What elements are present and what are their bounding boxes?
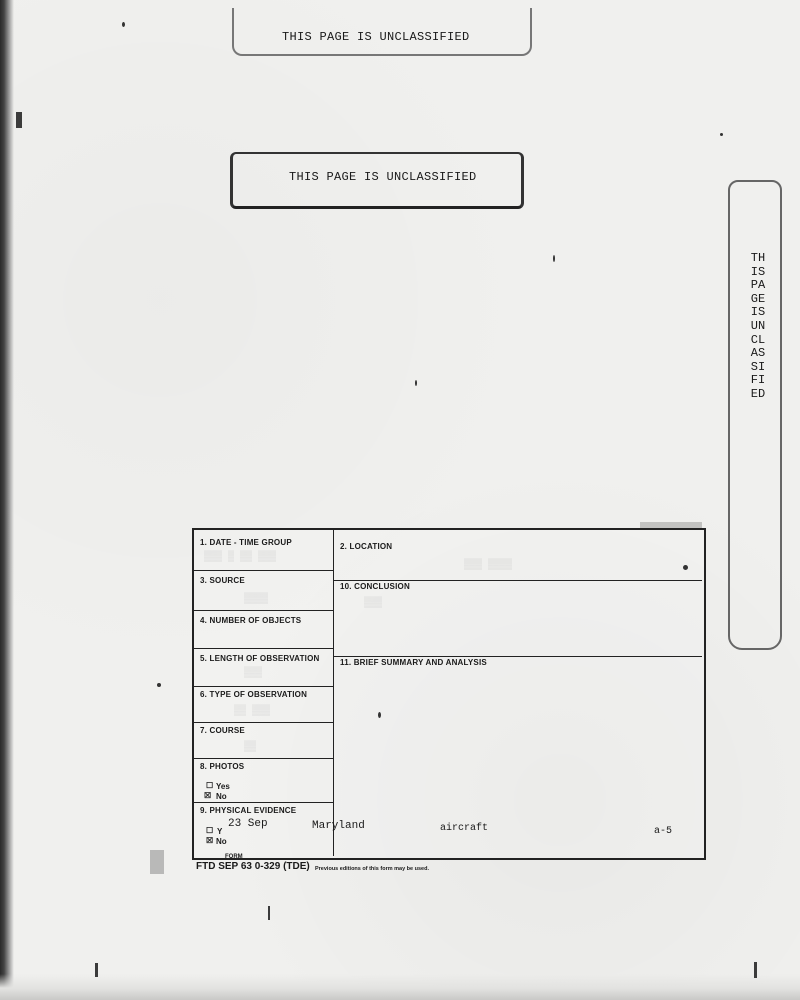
form-note: Previous editions of this form may be used. [315,866,429,872]
scan-streak [268,906,270,920]
scan-speck [720,133,723,136]
label-type-of-observation: 6. TYPE OF OBSERVATION [200,690,308,699]
stamp-top-text: THIS PAGE IS UNCLASSIFIED [282,30,470,44]
faint-mark: ▒▒ [244,742,257,753]
label-conclusion: 10. CONCLUSION [340,582,410,591]
form-divider [194,610,333,611]
label-photos: 8. PHOTOS [200,762,245,771]
stamp-top [232,8,532,56]
form-word: FORM [225,854,243,860]
label-source: 3. SOURCE [200,576,245,585]
scan-speck [157,683,161,687]
form-divider [333,580,702,581]
index-date: 23 Sep [228,818,268,830]
form-divider [194,648,333,649]
form-divider [194,802,333,803]
index-reference: a-5 [654,826,673,837]
stamp-side [728,180,782,650]
form-divider [333,530,334,856]
scan-streak [150,850,164,874]
scan-speck [553,255,555,262]
scan-edge-left [0,0,14,1000]
form-id: FTD SEP 63 0-329 (TDE) [196,861,310,872]
scan-streak [754,962,757,978]
scan-speck [683,565,688,570]
index-conclusion: aircraft [440,823,489,834]
photos-yes-label: Yes [216,782,230,791]
form-divider [194,686,333,687]
faint-mark: ▒▒▒ ▒▒▒▒ [464,560,513,571]
label-length-of-observation: 5. LENGTH OF OBSERVATION [200,654,320,663]
project-record-form [192,528,706,860]
scan-speck [122,22,125,27]
label-location: 2. LOCATION [340,542,393,551]
scan-streak [95,963,98,977]
stamp-middle [230,152,524,209]
evidence-yes-checkbox: ☐ [206,826,214,835]
label-number-of-objects: 4. NUMBER OF OBJECTS [200,616,302,625]
faint-mark: ▒▒▒ [364,598,383,609]
form-divider [194,570,333,571]
faint-mark: ▒▒ ▒▒▒ [234,706,271,717]
stamp-middle-text: THIS PAGE IS UNCLASSIFIED [289,170,477,184]
label-date-time-group: 1. DATE - TIME GROUP [200,538,292,547]
photos-yes-checkbox: ☐ [206,781,214,790]
form-divider [333,656,702,657]
evidence-yes-label: Y [217,827,223,836]
faint-mark: ▒▒▒▒ [244,594,269,605]
label-physical-evidence: 9. PHYSICAL EVIDENCE [200,806,297,815]
scan-speck [378,712,381,718]
label-brief-summary: 11. BRIEF SUMMARY AND ANALYSIS [340,658,487,667]
label-course: 7. COURSE [200,726,245,735]
scan-edge-bottom [0,974,800,1000]
scan-streak [640,522,702,528]
photos-no-checkbox: ☒ [204,791,212,800]
faint-mark: ▒▒▒ [244,668,263,679]
scan-streak [16,112,22,128]
index-location: Maryland [312,820,365,832]
form-divider [194,758,333,759]
faint-mark: ▒▒▒ ▒ ▒▒ ▒▒▒ [204,552,277,563]
form-divider [194,722,333,723]
photos-no-label: No [216,792,227,801]
stamp-side-text: THIS PAGE IS UNCLASSIFIED [750,251,773,401]
evidence-no-label: No [216,837,227,846]
scan-speck [415,380,417,386]
evidence-no-checkbox: ☒ [206,836,214,845]
